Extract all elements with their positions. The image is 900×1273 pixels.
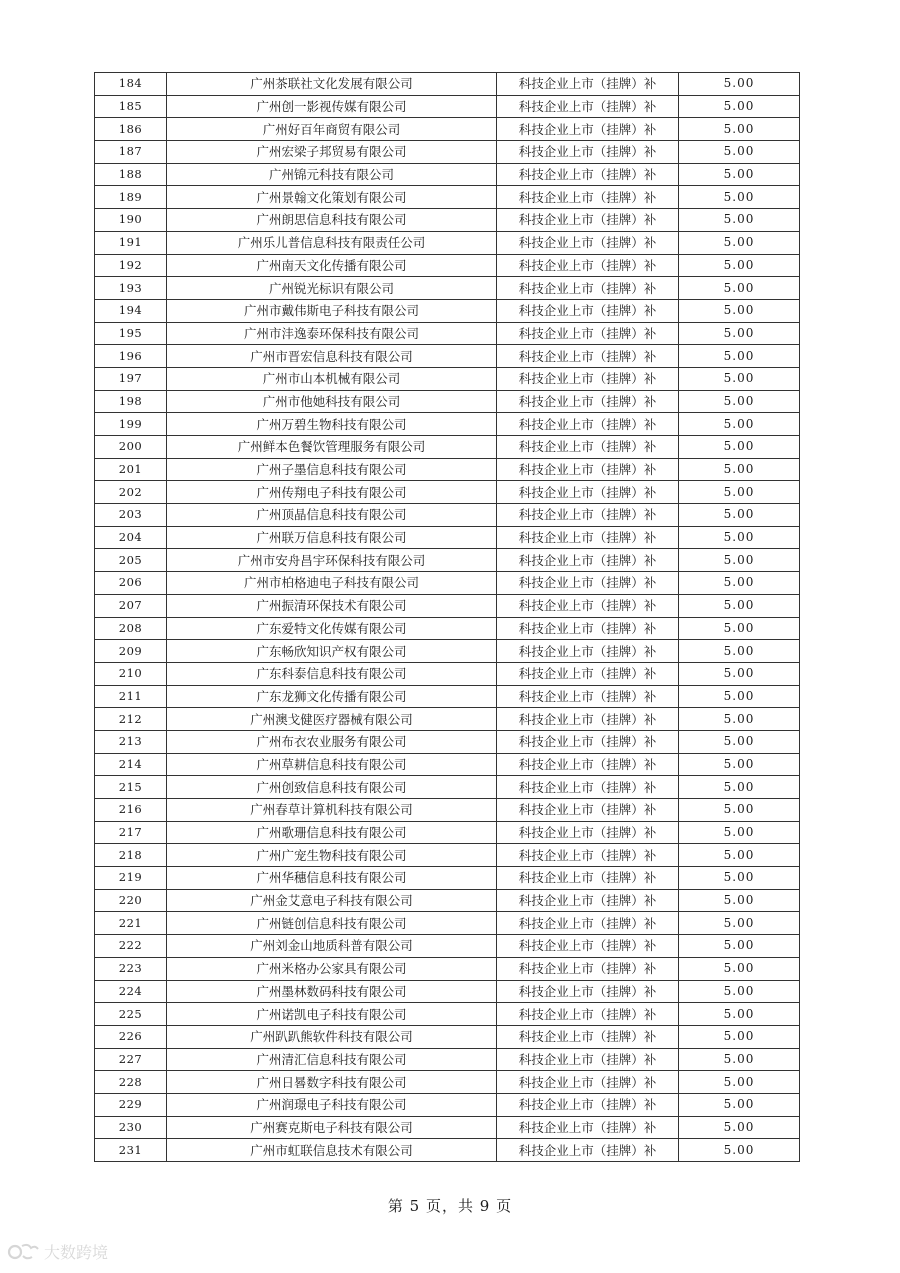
subsidy-amount: 5.00 bbox=[679, 367, 800, 390]
table-row bbox=[95, 345, 800, 368]
subsidy-type: 科技企业上市（挂牌）补 bbox=[497, 299, 679, 322]
subsidy-amount: 5.00 bbox=[679, 390, 800, 413]
subsidy-amount: 5.00 bbox=[679, 708, 800, 731]
subsidy-type: 科技企业上市（挂牌）补 bbox=[497, 186, 679, 209]
subsidy-type: 科技企业上市（挂牌）补 bbox=[497, 367, 679, 390]
company-name: 广州广宠生物科技有限公司 bbox=[167, 844, 497, 867]
subsidy-amount: 5.00 bbox=[679, 821, 800, 844]
row-number: 211 bbox=[95, 685, 167, 708]
subsidy-type: 科技企业上市（挂牌）补 bbox=[497, 322, 679, 345]
company-name: 广州子墨信息科技有限公司 bbox=[167, 458, 497, 481]
row-number: 193 bbox=[95, 277, 167, 300]
subsidy-amount: 5.00 bbox=[679, 481, 800, 504]
row-number: 200 bbox=[95, 436, 167, 459]
subsidy-amount: 5.00 bbox=[679, 277, 800, 300]
company-name: 广州市山本机械有限公司 bbox=[167, 367, 497, 390]
subsidy-type: 科技企业上市（挂牌）补 bbox=[497, 708, 679, 731]
table-row bbox=[95, 572, 800, 595]
row-number: 222 bbox=[95, 935, 167, 958]
table-row bbox=[95, 1071, 800, 1094]
row-number: 214 bbox=[95, 753, 167, 776]
subsidy-amount: 5.00 bbox=[679, 799, 800, 822]
row-number: 223 bbox=[95, 957, 167, 980]
subsidy-amount: 5.00 bbox=[679, 1048, 800, 1071]
subsidy-type: 科技企业上市（挂牌）补 bbox=[497, 95, 679, 118]
table-row bbox=[95, 1139, 800, 1162]
row-number: 196 bbox=[95, 345, 167, 368]
company-name: 广州乐儿普信息科技有限责任公司 bbox=[167, 231, 497, 254]
subsidy-type: 科技企业上市（挂牌）补 bbox=[497, 799, 679, 822]
subsidy-type: 科技企业上市（挂牌）补 bbox=[497, 889, 679, 912]
subsidy-amount: 5.00 bbox=[679, 526, 800, 549]
subsidy-amount: 5.00 bbox=[679, 1003, 800, 1026]
row-number: 212 bbox=[95, 708, 167, 731]
table-row bbox=[95, 640, 800, 663]
subsidy-type: 科技企业上市（挂牌）补 bbox=[497, 662, 679, 685]
row-number: 209 bbox=[95, 640, 167, 663]
company-name: 广州茶联社文化发展有限公司 bbox=[167, 73, 497, 96]
subsidy-amount: 5.00 bbox=[679, 141, 800, 164]
table-row bbox=[95, 504, 800, 527]
subsidy-type: 科技企业上市（挂牌）补 bbox=[497, 776, 679, 799]
row-number: 228 bbox=[95, 1071, 167, 1094]
subsidy-amount: 5.00 bbox=[679, 209, 800, 232]
row-number: 185 bbox=[95, 95, 167, 118]
table-row bbox=[95, 141, 800, 164]
subsidy-type: 科技企业上市（挂牌）补 bbox=[497, 277, 679, 300]
table-row bbox=[95, 436, 800, 459]
row-number: 208 bbox=[95, 617, 167, 640]
subsidy-amount: 5.00 bbox=[679, 458, 800, 481]
subsidy-amount: 5.00 bbox=[679, 504, 800, 527]
subsidy-amount: 5.00 bbox=[679, 776, 800, 799]
row-number: 216 bbox=[95, 799, 167, 822]
subsidy-type: 科技企业上市（挂牌）补 bbox=[497, 254, 679, 277]
row-number: 230 bbox=[95, 1116, 167, 1139]
row-number: 229 bbox=[95, 1093, 167, 1116]
subsidy-type: 科技企业上市（挂牌）补 bbox=[497, 1025, 679, 1048]
table-row bbox=[95, 912, 800, 935]
subsidy-amount: 5.00 bbox=[679, 617, 800, 640]
subsidy-type: 科技企业上市（挂牌）补 bbox=[497, 572, 679, 595]
subsidy-amount: 5.00 bbox=[679, 730, 800, 753]
table-row bbox=[95, 799, 800, 822]
table-row bbox=[95, 957, 800, 980]
table-row bbox=[95, 209, 800, 232]
subsidy-amount: 5.00 bbox=[679, 1025, 800, 1048]
company-name: 广州清汇信息科技有限公司 bbox=[167, 1048, 497, 1071]
subsidy-amount: 5.00 bbox=[679, 844, 800, 867]
table-body bbox=[95, 73, 800, 1162]
subsidy-type: 科技企业上市（挂牌）补 bbox=[497, 844, 679, 867]
row-number: 191 bbox=[95, 231, 167, 254]
company-name: 广州联万信息科技有限公司 bbox=[167, 526, 497, 549]
row-number: 219 bbox=[95, 867, 167, 890]
row-number: 215 bbox=[95, 776, 167, 799]
company-name: 广州赛克斯电子科技有限公司 bbox=[167, 1116, 497, 1139]
subsidy-amount: 5.00 bbox=[679, 322, 800, 345]
subsidy-amount: 5.00 bbox=[679, 186, 800, 209]
company-name: 广州润璟电子科技有限公司 bbox=[167, 1093, 497, 1116]
company-name: 广州市柏格迪电子科技有限公司 bbox=[167, 572, 497, 595]
row-number: 218 bbox=[95, 844, 167, 867]
subsidy-amount: 5.00 bbox=[679, 889, 800, 912]
subsidy-type: 科技企业上市（挂牌）补 bbox=[497, 867, 679, 890]
subsidy-type: 科技企业上市（挂牌）补 bbox=[497, 345, 679, 368]
table-row bbox=[95, 594, 800, 617]
company-name: 广州歌珊信息科技有限公司 bbox=[167, 821, 497, 844]
table-row bbox=[95, 413, 800, 436]
company-name: 广州万碧生物科技有限公司 bbox=[167, 413, 497, 436]
company-name: 广州南天文化传播有限公司 bbox=[167, 254, 497, 277]
table-row bbox=[95, 367, 800, 390]
table-row bbox=[95, 1048, 800, 1071]
table-row bbox=[95, 277, 800, 300]
subsidy-type: 科技企业上市（挂牌）补 bbox=[497, 640, 679, 663]
subsidy-amount: 5.00 bbox=[679, 1093, 800, 1116]
table-row bbox=[95, 73, 800, 96]
subsidy-type: 科技企业上市（挂牌）补 bbox=[497, 1071, 679, 1094]
company-name: 广州链创信息科技有限公司 bbox=[167, 912, 497, 935]
table-row bbox=[95, 821, 800, 844]
table-row bbox=[95, 254, 800, 277]
company-name: 广州刘金山地质科普有限公司 bbox=[167, 935, 497, 958]
row-number: 194 bbox=[95, 299, 167, 322]
company-name: 广州顶晶信息科技有限公司 bbox=[167, 504, 497, 527]
table-row bbox=[95, 935, 800, 958]
company-name: 广州创一影视传媒有限公司 bbox=[167, 95, 497, 118]
company-name: 广州振清环保技术有限公司 bbox=[167, 594, 497, 617]
subsidy-table bbox=[94, 72, 800, 1162]
subsidy-amount: 5.00 bbox=[679, 1139, 800, 1162]
row-number: 197 bbox=[95, 367, 167, 390]
company-name: 广州市他她科技有限公司 bbox=[167, 390, 497, 413]
company-name: 广东科泰信息科技有限公司 bbox=[167, 662, 497, 685]
subsidy-type: 科技企业上市（挂牌）补 bbox=[497, 1003, 679, 1026]
table-row bbox=[95, 1093, 800, 1116]
subsidy-amount: 5.00 bbox=[679, 594, 800, 617]
row-number: 198 bbox=[95, 390, 167, 413]
subsidy-type: 科技企业上市（挂牌）补 bbox=[497, 685, 679, 708]
subsidy-amount: 5.00 bbox=[679, 345, 800, 368]
subsidy-type: 科技企业上市（挂牌）补 bbox=[497, 821, 679, 844]
table-row bbox=[95, 186, 800, 209]
company-name: 广东爱特文化传媒有限公司 bbox=[167, 617, 497, 640]
company-name: 广州宏梁子邦贸易有限公司 bbox=[167, 141, 497, 164]
table-row bbox=[95, 458, 800, 481]
table-row bbox=[95, 390, 800, 413]
subsidy-type: 科技企业上市（挂牌）补 bbox=[497, 118, 679, 141]
subsidy-amount: 5.00 bbox=[679, 299, 800, 322]
subsidy-type: 科技企业上市（挂牌）补 bbox=[497, 209, 679, 232]
company-name: 广州市晋宏信息科技有限公司 bbox=[167, 345, 497, 368]
subsidy-amount: 5.00 bbox=[679, 95, 800, 118]
company-name: 广州澳戈健医疗器械有限公司 bbox=[167, 708, 497, 731]
table-row bbox=[95, 980, 800, 1003]
subsidy-type: 科技企业上市（挂牌）补 bbox=[497, 481, 679, 504]
table-row bbox=[95, 685, 800, 708]
table-row bbox=[95, 299, 800, 322]
table-row bbox=[95, 617, 800, 640]
company-name: 广州鲜本色餐饮管理服务有限公司 bbox=[167, 436, 497, 459]
table-row bbox=[95, 322, 800, 345]
subsidy-amount: 5.00 bbox=[679, 867, 800, 890]
table-row bbox=[95, 95, 800, 118]
table-row bbox=[95, 708, 800, 731]
company-name: 广州锐光标识有限公司 bbox=[167, 277, 497, 300]
company-name: 广州华穗信息科技有限公司 bbox=[167, 867, 497, 890]
company-name: 广州春草计算机科技有限公司 bbox=[167, 799, 497, 822]
row-number: 227 bbox=[95, 1048, 167, 1071]
table-row bbox=[95, 1003, 800, 1026]
row-number: 210 bbox=[95, 662, 167, 685]
company-name: 广州景翰文化策划有限公司 bbox=[167, 186, 497, 209]
company-name: 广州布衣农业服务有限公司 bbox=[167, 730, 497, 753]
company-name: 广州创致信息科技有限公司 bbox=[167, 776, 497, 799]
company-name: 广州市戴伟斯电子科技有限公司 bbox=[167, 299, 497, 322]
subsidy-type: 科技企业上市（挂牌）补 bbox=[497, 390, 679, 413]
subsidy-amount: 5.00 bbox=[679, 685, 800, 708]
company-name: 广州好百年商贸有限公司 bbox=[167, 118, 497, 141]
row-number: 207 bbox=[95, 594, 167, 617]
company-name: 广州市安舟昌宇环保科技有限公司 bbox=[167, 549, 497, 572]
subsidy-type: 科技企业上市（挂牌）补 bbox=[497, 141, 679, 164]
subsidy-amount: 5.00 bbox=[679, 73, 800, 96]
row-number: 190 bbox=[95, 209, 167, 232]
subsidy-amount: 5.00 bbox=[679, 935, 800, 958]
page-number: 第 5 页，共 9 页 bbox=[387, 1197, 513, 1215]
row-number: 226 bbox=[95, 1025, 167, 1048]
row-number: 195 bbox=[95, 322, 167, 345]
subsidy-type: 科技企业上市（挂牌）补 bbox=[497, 980, 679, 1003]
subsidy-type: 科技企业上市（挂牌）补 bbox=[497, 1116, 679, 1139]
row-number: 204 bbox=[95, 526, 167, 549]
row-number: 203 bbox=[95, 504, 167, 527]
subsidy-type: 科技企业上市（挂牌）补 bbox=[497, 436, 679, 459]
table-row bbox=[95, 549, 800, 572]
row-number: 201 bbox=[95, 458, 167, 481]
row-number: 220 bbox=[95, 889, 167, 912]
table-row bbox=[95, 481, 800, 504]
row-number: 192 bbox=[95, 254, 167, 277]
row-number: 205 bbox=[95, 549, 167, 572]
subsidy-amount: 5.00 bbox=[679, 640, 800, 663]
subsidy-amount: 5.00 bbox=[679, 436, 800, 459]
table-row bbox=[95, 231, 800, 254]
table-row bbox=[95, 526, 800, 549]
table-row bbox=[95, 753, 800, 776]
table-row bbox=[95, 1025, 800, 1048]
subsidy-amount: 5.00 bbox=[679, 254, 800, 277]
logo-icon bbox=[6, 1241, 40, 1263]
subsidy-type: 科技企业上市（挂牌）补 bbox=[497, 1139, 679, 1162]
company-name: 广东畅欣知识产权有限公司 bbox=[167, 640, 497, 663]
company-name: 广州趴趴熊软件科技有限公司 bbox=[167, 1025, 497, 1048]
subsidy-type: 科技企业上市（挂牌）补 bbox=[497, 504, 679, 527]
subsidy-amount: 5.00 bbox=[679, 980, 800, 1003]
table-row bbox=[95, 776, 800, 799]
row-number: 186 bbox=[95, 118, 167, 141]
subsidy-type: 科技企业上市（挂牌）补 bbox=[497, 617, 679, 640]
company-name: 广州日晷数字科技有限公司 bbox=[167, 1071, 497, 1094]
row-number: 225 bbox=[95, 1003, 167, 1026]
subsidy-type: 科技企业上市（挂牌）补 bbox=[497, 458, 679, 481]
company-name: 广州传翔电子科技有限公司 bbox=[167, 481, 497, 504]
subsidy-amount: 5.00 bbox=[679, 572, 800, 595]
subsidy-type: 科技企业上市（挂牌）补 bbox=[497, 935, 679, 958]
subsidy-type: 科技企业上市（挂牌）补 bbox=[497, 526, 679, 549]
company-name: 广州市虹联信息技术有限公司 bbox=[167, 1139, 497, 1162]
subsidy-amount: 5.00 bbox=[679, 1071, 800, 1094]
row-number: 189 bbox=[95, 186, 167, 209]
company-name: 广州金艾意电子科技有限公司 bbox=[167, 889, 497, 912]
company-name: 广州市沣逸泰环保科技有限公司 bbox=[167, 322, 497, 345]
subsidy-type: 科技企业上市（挂牌）补 bbox=[497, 163, 679, 186]
subsidy-amount: 5.00 bbox=[679, 912, 800, 935]
subsidy-amount: 5.00 bbox=[679, 957, 800, 980]
subsidy-amount: 5.00 bbox=[679, 753, 800, 776]
subsidy-amount: 5.00 bbox=[679, 118, 800, 141]
company-name: 广东龙狮文化传播有限公司 bbox=[167, 685, 497, 708]
row-number: 231 bbox=[95, 1139, 167, 1162]
table-row bbox=[95, 844, 800, 867]
company-name: 广州锦元科技有限公司 bbox=[167, 163, 497, 186]
subsidy-amount: 5.00 bbox=[679, 231, 800, 254]
subsidy-type: 科技企业上市（挂牌）补 bbox=[497, 594, 679, 617]
row-number: 187 bbox=[95, 141, 167, 164]
subsidy-type: 科技企业上市（挂牌）补 bbox=[497, 1048, 679, 1071]
row-number: 202 bbox=[95, 481, 167, 504]
subsidy-type: 科技企业上市（挂牌）补 bbox=[497, 231, 679, 254]
watermark-text: 大数跨境 bbox=[44, 1243, 109, 1262]
row-number: 206 bbox=[95, 572, 167, 595]
table-row bbox=[95, 867, 800, 890]
subsidy-amount: 5.00 bbox=[679, 163, 800, 186]
subsidy-type: 科技企业上市（挂牌）补 bbox=[497, 73, 679, 96]
row-number: 224 bbox=[95, 980, 167, 1003]
subsidy-type: 科技企业上市（挂牌）补 bbox=[497, 912, 679, 935]
table-row bbox=[95, 118, 800, 141]
subsidy-amount: 5.00 bbox=[679, 662, 800, 685]
company-name: 广州诺凯电子科技有限公司 bbox=[167, 1003, 497, 1026]
table-row bbox=[95, 1116, 800, 1139]
subsidy-type: 科技企业上市（挂牌）补 bbox=[497, 753, 679, 776]
subsidy-type: 科技企业上市（挂牌）补 bbox=[497, 413, 679, 436]
subsidy-amount: 5.00 bbox=[679, 413, 800, 436]
table-row bbox=[95, 662, 800, 685]
row-number: 217 bbox=[95, 821, 167, 844]
table-row bbox=[95, 889, 800, 912]
company-name: 广州草耕信息科技有限公司 bbox=[167, 753, 497, 776]
table-row bbox=[95, 163, 800, 186]
company-name: 广州朗思信息科技有限公司 bbox=[167, 209, 497, 232]
subsidy-amount: 5.00 bbox=[679, 1116, 800, 1139]
subsidy-type: 科技企业上市（挂牌）补 bbox=[497, 957, 679, 980]
row-number: 221 bbox=[95, 912, 167, 935]
subsidy-amount: 5.00 bbox=[679, 549, 800, 572]
row-number: 188 bbox=[95, 163, 167, 186]
watermark bbox=[6, 1240, 108, 1263]
row-number: 213 bbox=[95, 730, 167, 753]
table-row bbox=[95, 730, 800, 753]
subsidy-type: 科技企业上市（挂牌）补 bbox=[497, 1093, 679, 1116]
company-name: 广州墨林数码科技有限公司 bbox=[167, 980, 497, 1003]
row-number: 199 bbox=[95, 413, 167, 436]
subsidy-type: 科技企业上市（挂牌）补 bbox=[497, 730, 679, 753]
company-name: 广州米格办公家具有限公司 bbox=[167, 957, 497, 980]
row-number: 184 bbox=[95, 73, 167, 96]
subsidy-type: 科技企业上市（挂牌）补 bbox=[497, 549, 679, 572]
